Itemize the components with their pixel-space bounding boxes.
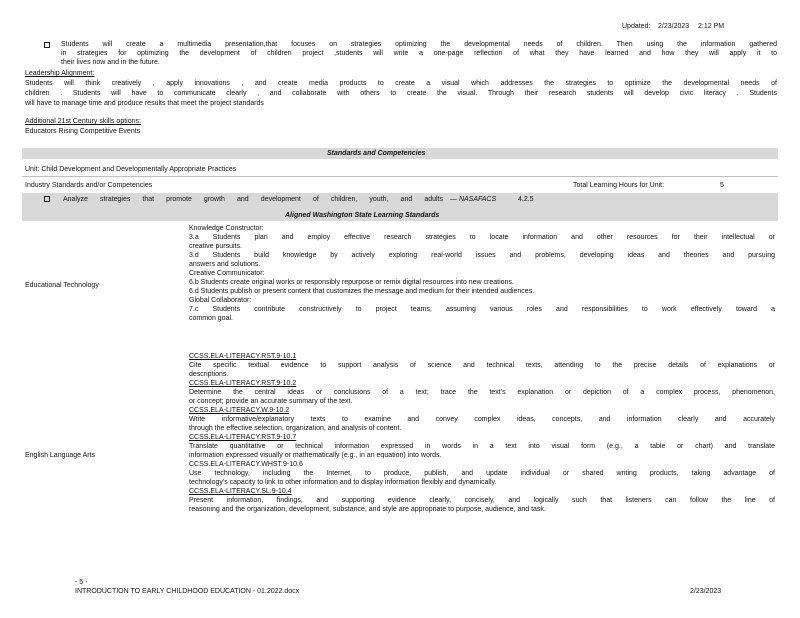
ela-line: through the effective selection, organization, and analysis of content. [189,425,402,432]
ed-tech-line: Creative Communicator: [189,270,265,277]
leadership-line-3: will have to manage time and produce results that meet the project standards [25,100,264,107]
aligned-heading: Aligned Washington State Learning Standards [285,212,440,219]
intro-line-1: Students will create a multimedia presentation,that focuses on strategies optimizing the developmental needs of children. Then using the information gathered [61,41,777,48]
unit-label: Unit: Child Development and Developmentally Appropriate Practices [25,166,237,173]
intro-line-2: in strategies for optimizing the development of children project ,students will write a one-page reflection of what they have learned and how they will apply it to [61,50,777,57]
bullet-checkbox-icon [44,42,50,48]
ela-code: CCSS.ELA-LITERACY.WHST.9-10.6 [189,461,303,468]
ed-tech-line: 3.d Students build knowledge by actively exploring real-world issues and problems, developing ideas and theories and pursuing [189,252,775,259]
ed-tech-line: answers and solutions. [189,261,261,268]
ed-tech-line: creative pursuits. [189,243,242,250]
nasafacs-number: 4.2.5 [518,196,534,203]
ed-tech-cell [189,224,775,323]
ela-line: Determine the central ideas or conclusions of a text; trace the text's explanation or depiction of a complex process, phenomenon, [189,389,775,396]
ela-code: CCSS.ELA-LITERACY.RST.9-10.1 [189,353,297,360]
intro-line-3: their lives now and in the future. [61,59,160,66]
ela-code: CCSS.ELA-LITERACY.RST.9-10.7 [189,434,297,441]
updated-date: 2/23/2023 [658,23,690,30]
updated-label: Updated: [622,23,651,30]
ela-label: English Language Arts [25,452,96,459]
ela-line: reasoning and the organization, development, substance, and style are appropriate to purpose, audience, and task. [189,506,546,513]
ela-line: Present information, findings, and supporting evidence clearly, concisely, and logically such that listeners can follow the line of [189,497,775,504]
standards-heading: Standards and Competencies [327,150,426,157]
ed-tech-line: Global Collaborator: [189,297,252,304]
ed-tech-line: 7.c Students contribute constructively to project teams, assuming various roles and responsibilities to work effectively toward a [189,306,775,313]
industry-label: Industry Standards and/or Competencies [25,182,153,189]
ela-code: CCSS.ELA-LITERACY.W.9-10.2 [189,407,290,414]
ed-tech-label: Educational Technology [25,282,99,289]
nasafacs-text: Analyze strategies that promote growth and development of children, youth, and adults [63,196,443,203]
ela-code: CCSS.ELA-LITERACY.RST.9-10.2 [189,380,297,387]
ed-tech-line: 3.a Students plan and employ effective research strategies to locate information and other resources for their intellectual or [189,234,775,241]
ela-line: Translate quantitative or technical information expressed in words in a text into visual form (e.g., a table or chart) and translate [189,443,775,450]
nasafacs-checkbox-icon [44,196,50,202]
footer-page: - 5 - [75,579,88,586]
ela-code: CCSS.ELA-LITERACY.SL.9-10.4 [189,488,292,495]
ed-tech-line: 6.b Students create original works or responsibly repurpose or remix digital resources into new creations. [189,279,514,286]
updated-time: 2:12 PM [698,23,725,30]
leadership-label: Leadership Alignment: [25,70,95,77]
ela-line: descriptions. [189,371,229,378]
leadership-line-1: Students will think creatively , apply innovations , and create media products to create a visual which addresses the strategies to optimize the developmental needs of [25,80,777,87]
ela-line: Write informative/explanatory texts to examine and convey complex ideas, concepts, and information clearly and accurately [189,416,775,423]
ed-tech-line: common goal. [189,315,233,322]
ed-tech-line: Knowledge Constructor: [189,225,264,232]
divider [22,176,778,177]
nasafacs-code: — NASAFACS [450,196,497,203]
ela-line: technology's capacity to link to other information and to display information flexibly and dynamically. [189,479,497,486]
ed-tech-line: 6.d Students publish or present content that customizes the message and medium for their intended audiences. [189,288,535,295]
additional-line: Educators Rising Competitive Events [25,128,141,135]
ela-line: Cite specific textual evidence to support analysis of science and technical texts, attending to the precise details of explanations or [189,362,775,369]
footer-doc: INTRODUCTION TO EARLY CHILDHOOD EDUCATION - 01.2022.docx [75,588,300,595]
footer-date: 2/23/2023 [690,588,722,595]
leadership-line-2: children . Students will have to communicate clearly , and collaborate with others to create the visual. Through their research students will develop civic literacy . Students [25,90,777,97]
total-hours-value: 5 [720,182,724,189]
ela-cell [189,352,775,514]
ela-line: or concept; provide an accurate summary of the text. [189,398,353,405]
additional-label: Additional 21st Century skills options: [25,118,141,125]
total-hours-label: Total Learning Hours for Unit: [573,182,665,189]
ela-line: Use technology, including the Internet, to produce, publish, and update individual or shared writing products, taking advantage of [189,470,775,477]
ela-line: information expressed visually or mathematically (e.g., in an equation) into words. [189,452,442,459]
